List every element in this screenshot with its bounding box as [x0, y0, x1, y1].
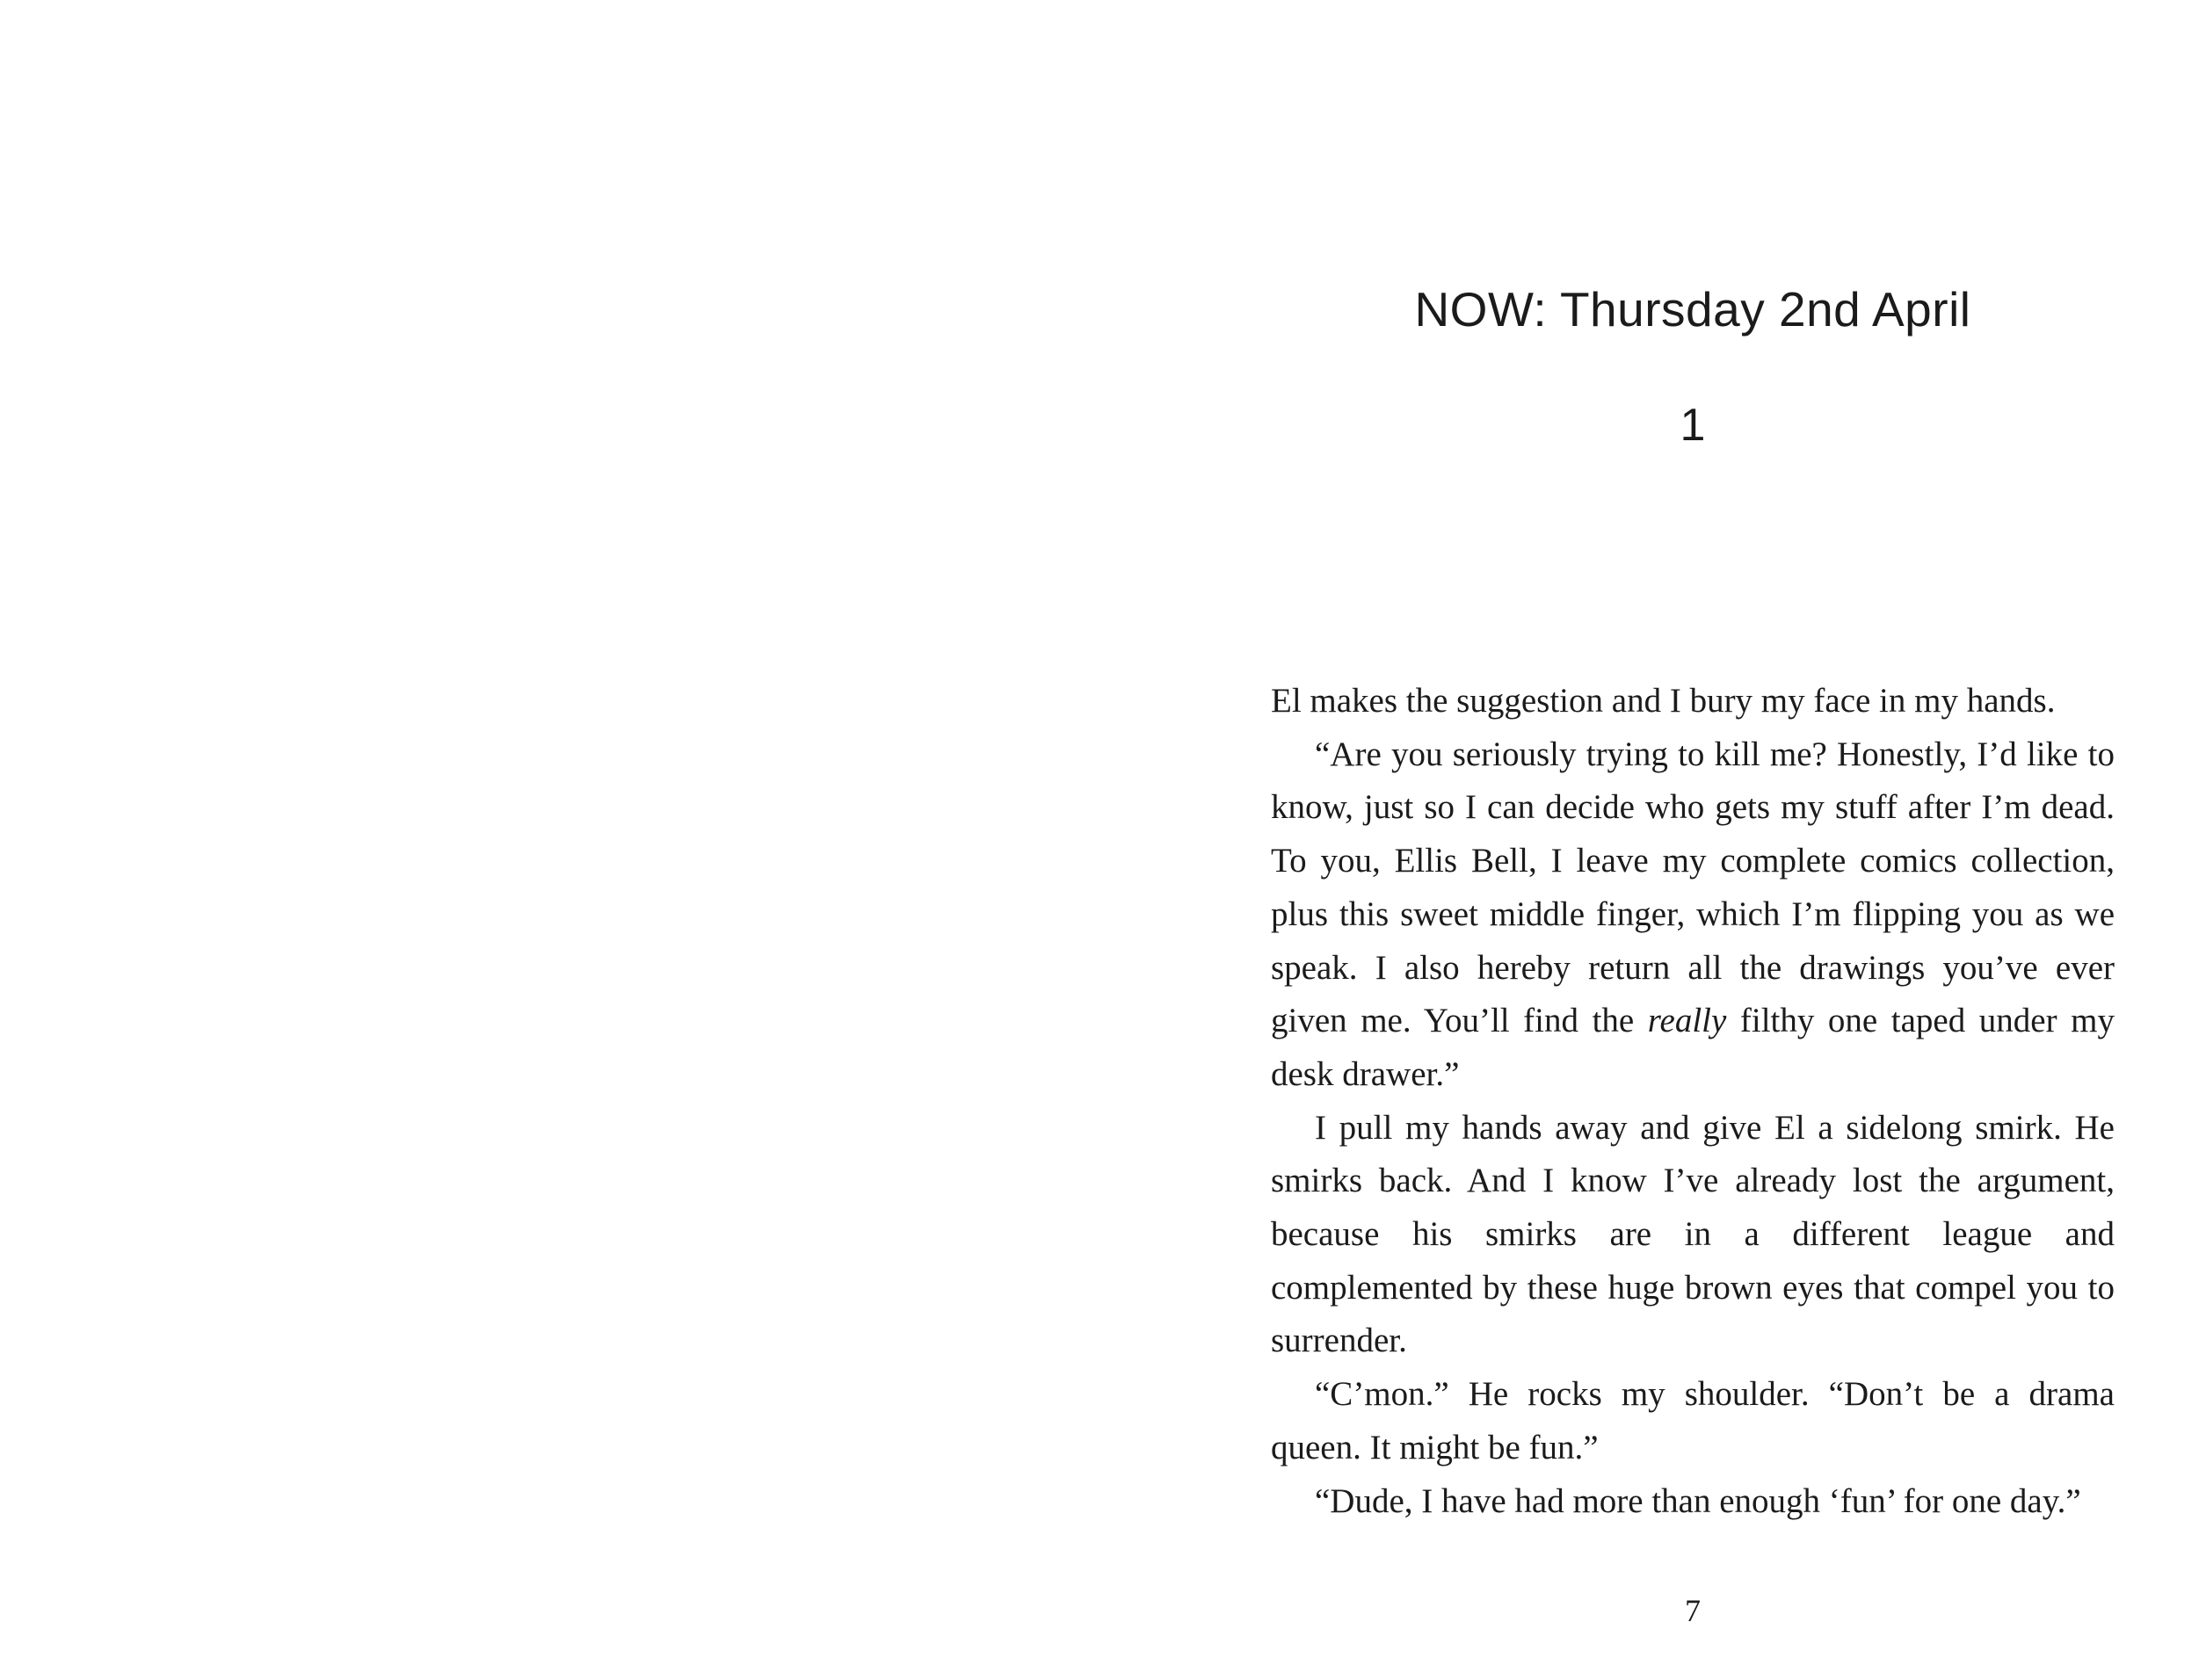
chapter-number: 1	[1680, 400, 1706, 451]
paragraph-4: “C’mon.” He rocks my shoulder. “Don’t be a drama queen. It might be fun.”	[1271, 1375, 2115, 1466]
paragraph-2-emphasis: really	[1647, 1002, 1727, 1040]
paragraph-2	[1271, 728, 2115, 1102]
paragraph-2-text-after: filthy one taped under my desk drawer.”	[1271, 1002, 2115, 1093]
chapter-body-text	[1271, 675, 2115, 1528]
paragraph-3: I pull my hands away and give El a sidelong smirk. He smirks back. And I know I’ve already lost the argument, because his smirks are in a different league and complemented by these huge brown eyes that compel you to surrender.	[1271, 1108, 2115, 1360]
paragraph-2-text-before: “Are you seriously trying to kill me? Honestly, I’d like to know, just so I can decide who gets my stuff after I’m dead. To you, Ellis Bell, I leave my complete comics collection, plus this sweet middle finger, which I’m flipping you as we speak. I also hereby return all the drawings you’ve ever given me. You’ll find the	[1271, 735, 2115, 1040]
section-heading: NOW: Thursday 2nd April	[1414, 282, 1971, 337]
paragraph-1: El makes the suggestion and I bury my face in my hands.	[1271, 682, 2056, 720]
paragraph-5: “Dude, I have had more than enough ‘fun’ for one day.”	[1315, 1481, 2081, 1520]
page-number: 7	[1685, 1593, 1701, 1628]
